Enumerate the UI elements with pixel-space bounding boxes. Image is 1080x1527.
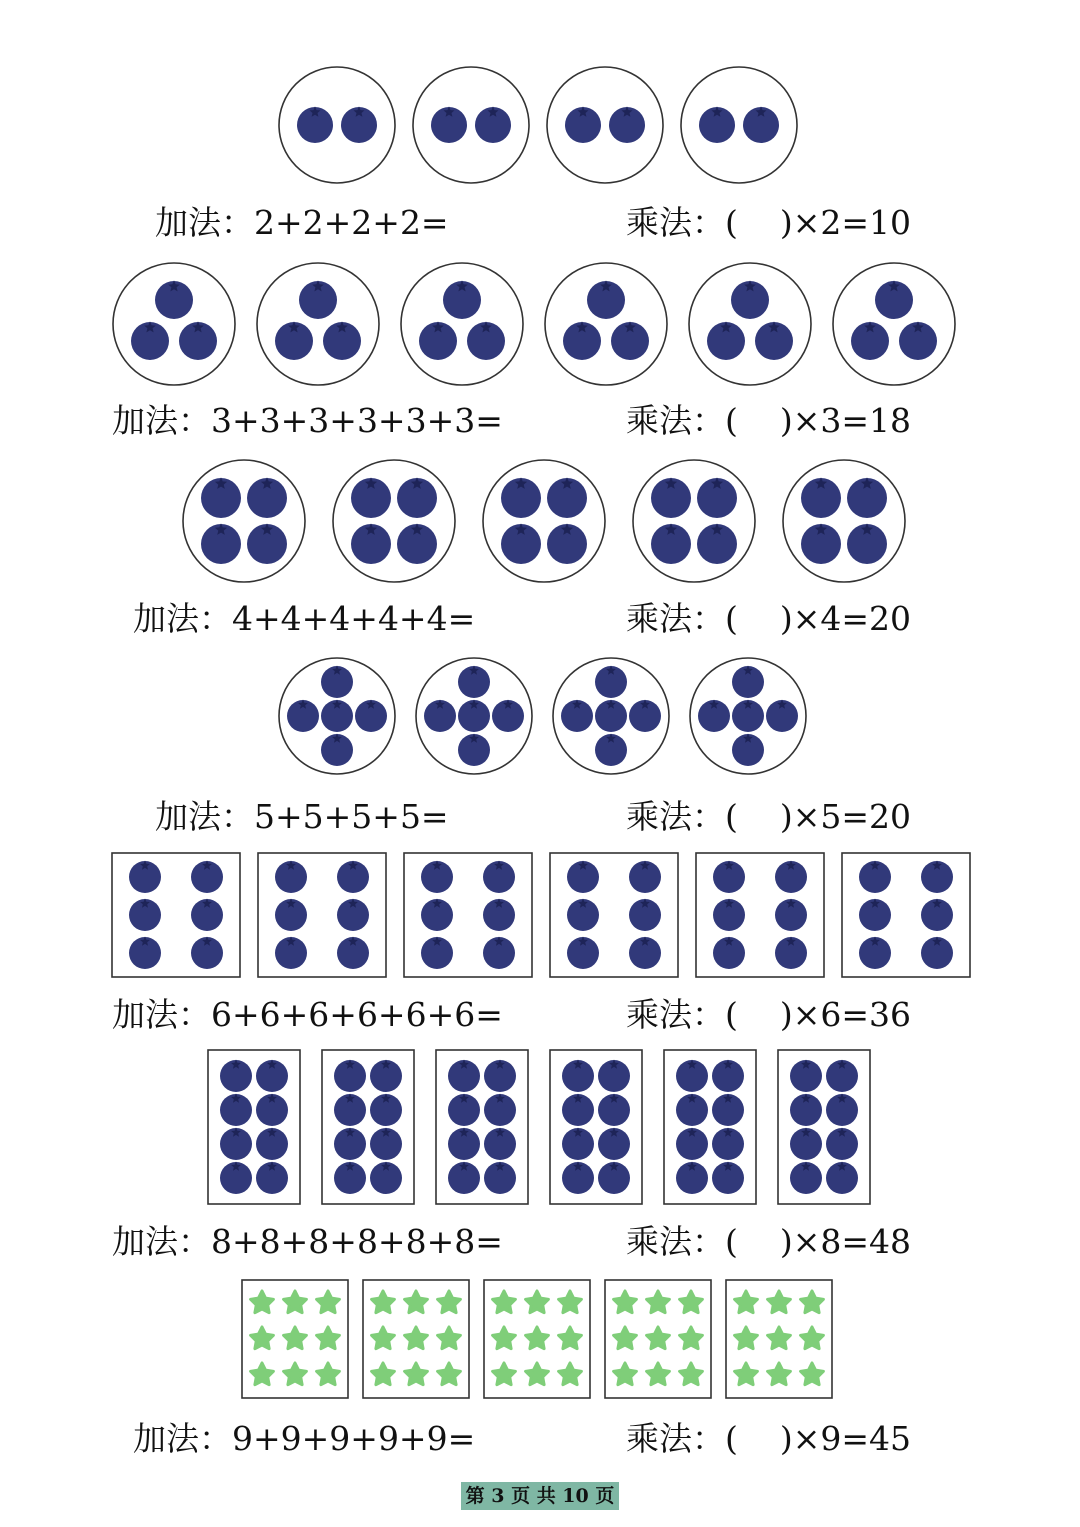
plate-circle [483, 460, 605, 582]
page-footer [0, 1482, 1080, 1510]
row-6-groups [207, 1049, 871, 1205]
row-7-addition: 加法：9+9+9+9+9= [133, 1419, 476, 1458]
row-4-addition: 加法：5+5+5+5= [155, 797, 449, 836]
row-1-groups [278, 66, 798, 184]
row-5-addition: 加法：6+6+6+6+6+6= [112, 995, 503, 1034]
row-2-multiplication: 乘法：( )×3=18 [626, 401, 911, 440]
row-7-multiplication: 乘法：( )×9=45 [626, 1419, 911, 1458]
plate-circle [183, 460, 305, 582]
plate-circle [333, 460, 455, 582]
row-5-multiplication: 乘法：( )×6=36 [626, 995, 911, 1034]
row-2-addition: 加法：3+3+3+3+3+3= [112, 401, 503, 440]
plate-circle [681, 67, 797, 183]
row-4-groups [278, 657, 808, 775]
row-6-multiplication: 乘法：( )×8=48 [626, 1222, 911, 1261]
plate-circle [413, 67, 529, 183]
plate-circle [279, 67, 395, 183]
plate-circle [547, 67, 663, 183]
row-1-multiplication: 乘法：( )×2=10 [626, 203, 911, 242]
row-4-multiplication: 乘法：( )×5=20 [626, 797, 911, 836]
row-3-multiplication: 乘法：( )×4=20 [626, 599, 911, 638]
plate-circle [633, 460, 755, 582]
row-3-addition: 加法：4+4+4+4+4= [133, 599, 476, 638]
row-6-addition: 加法：8+8+8+8+8+8= [112, 1222, 503, 1261]
row-7-groups [241, 1279, 835, 1399]
page-number: 第 3 页 共 10 页 [461, 1482, 620, 1510]
row-2-groups [112, 262, 968, 386]
row-3-groups [182, 459, 904, 583]
plate-circle [783, 460, 905, 582]
row-5-groups [111, 852, 969, 978]
row-1-addition: 加法：2+2+2+2= [155, 203, 449, 242]
